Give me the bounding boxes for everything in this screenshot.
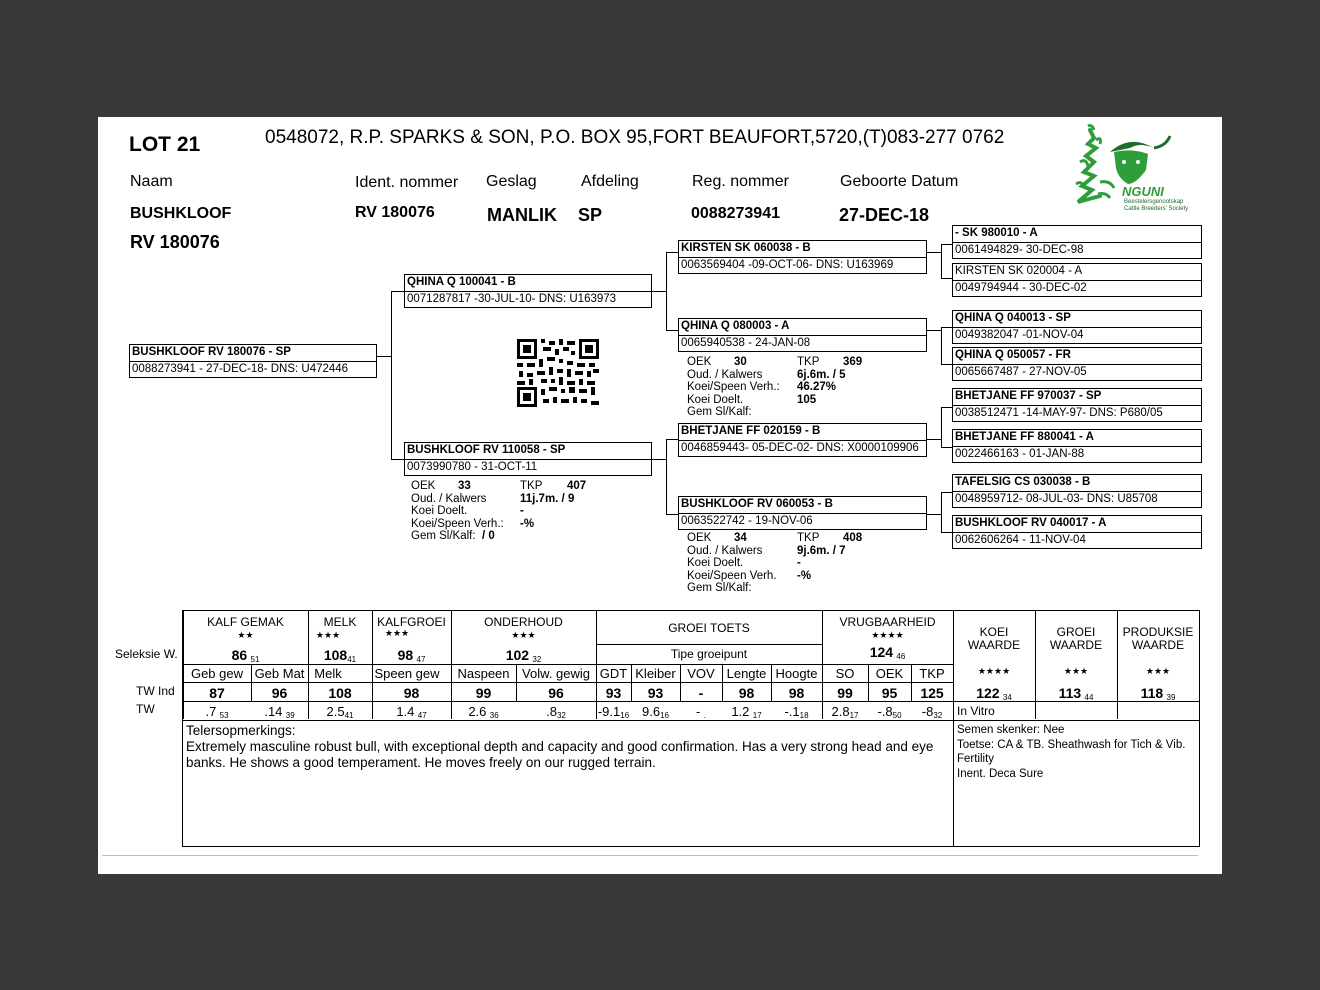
nguni-logo xyxy=(1070,122,1189,214)
group-koei-waarde-1: KOEI xyxy=(979,625,1009,639)
value-section: SP xyxy=(578,205,603,225)
ds-title: BHETJANE FF 020159 - B xyxy=(679,424,926,441)
twind-geb-gew: 87 xyxy=(209,685,225,701)
ssd-detail: 0049794944 - 30-DEC-02 xyxy=(955,282,1087,294)
twind-naspeen: 99 xyxy=(475,685,492,701)
sel-kalf: 86 $_{51}$ xyxy=(231,647,260,664)
col-lengte: Lengte xyxy=(726,666,767,681)
label-birth: Geboorte Datum xyxy=(840,173,959,190)
tw-naspeen: 2.6 $_{36}$ xyxy=(468,704,499,720)
pedigree-sire xyxy=(404,274,652,308)
ddd-detail: 0062606264 - 11-NOV-04 xyxy=(955,534,1086,546)
twind-melk: 108 xyxy=(328,685,352,701)
semen-donor: Semen skenker: Nee xyxy=(957,724,1065,736)
sel-melk: $108_{41}$ xyxy=(323,647,357,664)
sire-title: QHINA Q 100041 - B xyxy=(405,275,651,292)
col-hoogte: Hoogte xyxy=(775,666,818,681)
logo-tagline-af: Beestelersgenootskap xyxy=(1124,199,1184,205)
twind-gdt: 93 xyxy=(605,685,622,701)
value-sex: MANLIK xyxy=(487,205,557,225)
twind-so: 99 xyxy=(837,685,853,701)
label-ident: Ident. nommer xyxy=(355,174,459,191)
dd-stats: OEK 34 TKP 408 Oud. / Kalwers 9j.6m. / 7 Koei Doelt. - Koei/Speen Verh. -% Gem Sl/Kalf: xyxy=(687,532,863,594)
sel-kalfgroei: 98 $_{47}$ xyxy=(397,647,426,664)
ss-title: KIRSTEN SK 060038 - B xyxy=(679,241,926,258)
twind-speen-gew: 98 xyxy=(403,685,420,701)
col-tkp: TKP xyxy=(919,666,945,681)
twind-tkp: 125 xyxy=(920,685,944,701)
value-birth: 27-DEC-18 xyxy=(839,205,930,225)
col-volw-gewig: Volw. gewig xyxy=(522,666,590,681)
pedigree-dam-sire xyxy=(678,423,927,457)
pedigree-sss xyxy=(952,225,1202,259)
twind-kleiber: 93 xyxy=(647,685,664,701)
dam-stats: OEK 33 TKP 407 Oud. / Kalwers 11j.7m. / 9 Koei Doelt. - Koei/Speen Verh.: -% Gem Sl/Kalf: / 0 xyxy=(411,480,587,542)
value-name: BUSHKLOOF xyxy=(130,205,232,222)
twind-geb-mat: 96 xyxy=(271,685,288,701)
sds-title: QHINA Q 040013 - SP xyxy=(953,311,1201,328)
stars-koei: ★★★★ xyxy=(977,666,1011,676)
col-kleiber: Kleiber xyxy=(635,666,676,681)
group-tipe-groeipunt: Tipe groeipunt xyxy=(670,647,748,661)
remarks-text: Extremely masculine robust bull, with exceptional depth and capacity and good confirmation. Has a very strong head and eye banks. He shows a good temperament. He moves freely on our rugged terrain. xyxy=(186,739,934,770)
tw-speen-gew: 1.4 $_{47}$ xyxy=(396,704,427,720)
tw-oek: $-.8_{50}$ xyxy=(877,704,902,720)
lot-number: LOT 21 xyxy=(129,133,201,156)
remarks-label: Telersopmerkings: xyxy=(186,723,296,738)
dds-title: TAFELSIG CS 030038 - B xyxy=(953,475,1201,492)
tw-hoogte: $-.1_{18}$ xyxy=(784,704,809,720)
tw-geb-mat: .14 $_{39}$ xyxy=(264,704,295,720)
sdd-title: QHINA Q 050057 - FR xyxy=(953,348,1201,365)
sss-detail: 0061494829- 30-DEC-98 xyxy=(955,244,1084,256)
pedigree-dam xyxy=(404,442,652,476)
sd-stats: OEK 30 TKP 369 Oud. / Kalwers 6j.6m. / 5 Koei/Speen Verh.: 46.27% Koei Doelt. 105 Gem Sl/Kalf: xyxy=(687,356,863,418)
tw-kleiber: $9.6_{16}$ xyxy=(642,704,669,720)
col-so: SO xyxy=(835,666,855,681)
dds-detail: 0048959712- 08-JUL-03- DNS: U85708 xyxy=(955,493,1158,505)
twind-oek: 95 xyxy=(881,685,898,701)
stars-produksie: ★★★ xyxy=(1145,666,1171,676)
col-geb-gew: Geb gew xyxy=(190,666,244,681)
group-groei-toets: GROEI TOETS xyxy=(668,621,750,635)
sel-onderhoud: 102 $_{32}$ xyxy=(505,647,542,664)
dsd-detail: 0022466163 - 01-JAN-88 xyxy=(955,448,1085,460)
pedigree-ssd xyxy=(952,263,1202,297)
footer-divider xyxy=(102,855,1198,856)
twind-hoogte: 98 xyxy=(788,685,805,701)
qr-code xyxy=(517,339,599,407)
row-label-selection: Seleksie W. xyxy=(115,647,178,661)
subject-detail: 0088273941 - 27-DEC-18- DNS: U472446 xyxy=(132,363,349,375)
stars-onderhoud: ★★★ xyxy=(511,630,536,640)
twind-volw-gewig: 96 xyxy=(548,685,564,701)
dss-detail: 0038512471 -14-MAY-97- DNS: P680/05 xyxy=(955,407,1163,419)
twind-vov: - xyxy=(698,685,704,701)
row-label-tw: TW xyxy=(136,702,155,716)
tests-note: Toetse: CA & TB. Sheathwash for Tich & Vib. Fertility xyxy=(957,739,1186,765)
col-speen-gew: Speen gew xyxy=(374,666,440,681)
tw-volw-gewig: $.8_{32}$ xyxy=(546,704,566,720)
dd-title: BUSHKLOOF RV 060053 - B xyxy=(679,497,926,514)
pedigree-subject xyxy=(129,344,377,378)
group-koei-waarde-2: WAARDE xyxy=(967,638,1021,652)
group-produksie-waarde-1: PRODUKSIE xyxy=(1122,625,1194,639)
twind-produksie-waarde: 118 $_{39}$ xyxy=(1140,685,1176,702)
pedigree-sire-sire xyxy=(678,240,927,274)
dsd-title: BHETJANE FF 880041 - A xyxy=(953,430,1201,447)
label-section: Afdeling xyxy=(581,173,639,190)
tw-melk: $2.5_{41}$ xyxy=(326,704,354,720)
tw-so: $2.8_{17}$ xyxy=(831,704,859,720)
pedigree-sds xyxy=(952,310,1202,344)
col-melk: Melk xyxy=(314,666,342,681)
sd-detail: 0065940538 - 24-JAN-08 xyxy=(681,337,811,349)
twind-lengte: 98 xyxy=(738,685,755,701)
stars-kalfgroei: ★★★ xyxy=(384,628,410,638)
row-label-twind: TW Ind xyxy=(136,684,175,698)
sd-title: QHINA Q 080003 - A xyxy=(679,319,926,336)
ebv-table xyxy=(182,610,1200,847)
twind-groei-waarde: 113 $_{44}$ xyxy=(1058,685,1094,702)
group-vrugbaarheid: VRUGBAARHEID xyxy=(839,615,936,629)
sel-vrugbaarheid: 124 $_{46}$ xyxy=(869,644,906,661)
sdd-detail: 0065667487 - 27-NOV-05 xyxy=(955,366,1087,378)
pedigree-dsd xyxy=(952,429,1202,463)
pedigree-dss xyxy=(952,388,1202,422)
label-reg: Reg. nommer xyxy=(692,173,789,190)
sss-title: - SK 980010 - A xyxy=(953,226,1201,243)
pedigree-dds xyxy=(952,474,1202,508)
dss-title: BHETJANE FF 970037 - SP xyxy=(953,389,1201,406)
logo-tagline-en: Cattle Breeders' Society xyxy=(1124,206,1189,212)
ds-detail: 0046859443- 05-DEC-02- DNS: X0000109906 xyxy=(681,442,919,454)
catalog-page xyxy=(98,117,1222,874)
pedigree-sdd xyxy=(952,347,1202,381)
sire-detail: 0071287817 -30-JUL-10- DNS: U163973 xyxy=(407,293,617,305)
col-gdt: GDT xyxy=(599,666,628,681)
group-produksie-waarde-2: WAARDE xyxy=(1131,638,1185,652)
group-kalf-gemak: KALF GEMAK xyxy=(207,615,284,629)
pedigree-ddd xyxy=(952,515,1202,549)
value-name-id: RV 180076 xyxy=(130,232,220,252)
col-geb-mat: Geb Mat xyxy=(254,666,305,681)
twind-koei-waarde: 122 $_{34}$ xyxy=(976,685,1012,702)
pedigree-sire-dam xyxy=(678,318,927,352)
ddd-title: BUSHKLOOF RV 040017 - A xyxy=(953,516,1201,533)
group-groei-waarde-1: GROEI xyxy=(1056,625,1096,639)
value-ident: RV 180076 xyxy=(355,204,435,221)
dam-detail: 0073990780 - 31-OCT-11 xyxy=(407,461,538,473)
col-oek: OEK xyxy=(875,666,904,681)
sds-detail: 0049382047 -01-NOV-04 xyxy=(955,329,1084,341)
value-reg: 0088273941 xyxy=(691,205,780,222)
logo-brand: NGUNI xyxy=(1122,184,1164,199)
dam-title: BUSHKLOOF RV 110058 - SP xyxy=(405,443,651,460)
tw-lengte: 1.2 $_{17}$ xyxy=(731,704,762,720)
stars-melk: ★★★ xyxy=(315,630,341,640)
group-kalfgroei: KALFGROEI xyxy=(377,615,446,629)
owner-info: 0548072, R.P. SPARKS & SON, P.O. BOX 95,FORT BEAUFORT,5720,(T)083-277 0762 xyxy=(265,127,1005,148)
ssd-title: KIRSTEN SK 020004 - A xyxy=(953,264,1201,281)
label-name: Naam xyxy=(130,173,173,190)
group-onderhoud: ONDERHOUD xyxy=(484,615,563,629)
tw-gdt: $-9.1_{16}$ xyxy=(597,704,630,720)
col-naspeen: Naspeen xyxy=(457,666,510,681)
group-melk: MELK xyxy=(323,615,357,629)
col-vov: VOV xyxy=(687,666,715,681)
pedigree-dam-dam xyxy=(678,496,927,530)
stars-groei: ★★★ xyxy=(1063,666,1089,676)
in-vitro-label: In Vitro xyxy=(957,704,995,718)
stars-kalf: ★★ xyxy=(237,630,254,640)
tw-geb-gew: .7 $_{53}$ xyxy=(205,704,229,720)
ss-detail: 0063569404 -09-OCT-06- DNS: U163969 xyxy=(681,259,894,271)
tw-tkp: $-8_{32}$ xyxy=(921,704,943,720)
vaccination-note: Inent. Deca Sure xyxy=(957,768,1044,780)
subject-title: BUSHKLOOF RV 180076 - SP xyxy=(130,345,376,362)
group-groei-waarde-2: WAARDE xyxy=(1049,638,1103,652)
tw-vov: - $_.$ xyxy=(696,704,706,720)
label-sex: Geslag xyxy=(486,173,537,190)
stars-vrugbaarheid: ★★★★ xyxy=(871,630,904,640)
dd-detail: 0063522742 - 19-NOV-06 xyxy=(681,515,813,527)
